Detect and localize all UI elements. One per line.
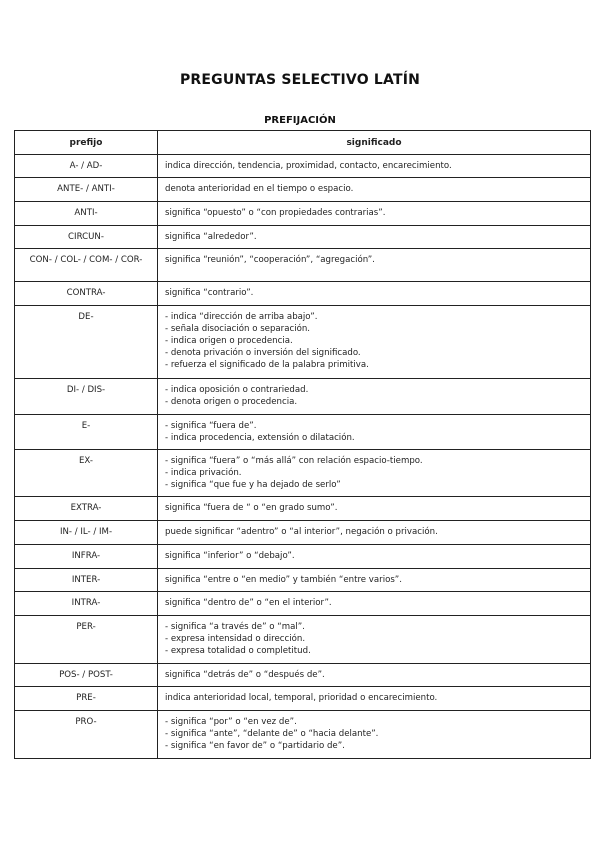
prefix-cell: E-	[15, 415, 158, 450]
prefix-cell: INFRA-	[15, 545, 158, 569]
meaning-line: - significa “en favor de” o “partidario de”.	[165, 741, 345, 751]
meaning-line: - denota privación o inversión del significado.	[165, 348, 361, 358]
meaning-line: significa “inferior” o “debajo”.	[165, 551, 295, 561]
prefix-cell: ANTI-	[15, 202, 158, 226]
page-title: PREGUNTAS SELECTIVO LATÍN	[179, 72, 421, 88]
header-prefix: prefijo	[15, 131, 158, 155]
meaning-line: - expresa intensidad o dirección.	[165, 634, 306, 644]
meaning-cell	[158, 178, 591, 202]
prefix-cell: IN- / IL- / IM-	[15, 521, 158, 545]
table-header-row	[15, 131, 591, 155]
meaning-cell	[158, 226, 591, 249]
meaning-line: - significa “fuera” o “más allá” con relación espacio-tiempo.	[165, 456, 423, 466]
prefix-cell: DE-	[15, 306, 158, 379]
prefix-cell: CON- / COL- / COM- / COR-	[15, 249, 158, 282]
prefix-cell: PRO-	[15, 711, 158, 759]
table-row	[15, 155, 591, 178]
meaning-line: - indica privación.	[165, 468, 242, 478]
table-row	[15, 202, 591, 226]
prefix-cell: CONTRA-	[15, 282, 158, 306]
prefix-table	[14, 130, 591, 759]
meaning-line: - expresa totalidad o completitud.	[165, 646, 311, 656]
meaning-cell	[158, 415, 591, 450]
meaning-line: - significa “fuera de”.	[165, 421, 257, 431]
header-meaning: significado	[158, 131, 591, 155]
table-row	[15, 664, 591, 687]
meaning-line: - significa “ante”, “delante de” o “hacia delante”.	[165, 729, 379, 739]
meaning-line: - refuerza el significado de la palabra primitiva.	[165, 360, 369, 370]
meaning-line: significa “entre o “en medio” y también “entre varios”.	[165, 575, 402, 585]
meaning-cell	[158, 664, 591, 687]
table-row	[15, 569, 591, 592]
meaning-cell	[158, 569, 591, 592]
table-row	[15, 450, 591, 497]
meaning-line: significa “dentro de” o “en el interior”.	[165, 598, 332, 608]
meaning-line: indica anterioridad local, temporal, prioridad o encarecimiento.	[165, 693, 438, 703]
prefix-cell: POS- / POST-	[15, 664, 158, 687]
table-row	[15, 282, 591, 306]
meaning-cell	[158, 202, 591, 226]
meaning-line: - significa “por” o “en vez de”.	[165, 717, 297, 727]
prefix-cell: PRE-	[15, 687, 158, 711]
prefix-cell: EXTRA-	[15, 497, 158, 521]
meaning-cell	[158, 592, 591, 616]
meaning-line: significa “contrario”.	[165, 288, 254, 298]
table-row	[15, 616, 591, 664]
prefix-cell: EX-	[15, 450, 158, 497]
table-row	[15, 711, 591, 759]
meaning-line: - denota origen o procedencia.	[165, 397, 298, 407]
meaning-cell	[158, 687, 591, 711]
table-row	[15, 178, 591, 202]
meaning-cell	[158, 306, 591, 379]
table-row	[15, 497, 591, 521]
prefix-cell: PER-	[15, 616, 158, 664]
section-title: PREFIJACIÓN	[264, 115, 336, 126]
table-row	[15, 545, 591, 569]
meaning-cell	[158, 545, 591, 569]
meaning-line: significa “reunión”, “cooperación”, “agregación”.	[165, 255, 375, 265]
table-row	[15, 592, 591, 616]
meaning-cell	[158, 521, 591, 545]
meaning-line: - indica oposición o contrariedad.	[165, 385, 309, 395]
meaning-line: - significa “que fue y ha dejado de serlo”	[165, 480, 341, 490]
meaning-cell	[158, 155, 591, 178]
prefix-cell: A- / AD-	[15, 155, 158, 178]
table-row	[15, 521, 591, 545]
meaning-cell	[158, 616, 591, 664]
meaning-cell	[158, 379, 591, 415]
meaning-line: significa “alrededor”.	[165, 232, 257, 242]
meaning-line: indica dirección, tendencia, proximidad, contacto, encarecimiento.	[165, 161, 452, 171]
prefix-cell: INTRA-	[15, 592, 158, 616]
meaning-line: puede significar “adentro” o “al interior”, negación o privación.	[165, 527, 438, 537]
meaning-cell	[158, 282, 591, 306]
table-row	[15, 226, 591, 249]
prefix-cell: CIRCUN-	[15, 226, 158, 249]
table-row	[15, 687, 591, 711]
meaning-line: significa “fuera de “ o “en grado sumo”.	[165, 503, 338, 513]
prefix-cell: INTER-	[15, 569, 158, 592]
meaning-line: - indica origen o procedencia.	[165, 336, 293, 346]
meaning-line: - significa “a través de” o “mal”.	[165, 622, 305, 632]
meaning-cell	[158, 711, 591, 759]
meaning-line: - indica “dirección de arriba abajo”.	[165, 312, 318, 322]
table-row	[15, 306, 591, 379]
meaning-cell	[158, 450, 591, 497]
meaning-line: - indica procedencia, extensión o dilatación.	[165, 433, 355, 443]
meaning-line: significa “detrás de” o “después de”.	[165, 670, 325, 680]
table-row	[15, 249, 591, 282]
table-row	[15, 415, 591, 450]
meaning-line: significa “opuesto” o “con propiedades contrarias”.	[165, 208, 386, 218]
prefix-cell: ANTE- / ANTI-	[15, 178, 158, 202]
meaning-cell	[158, 497, 591, 521]
table-row	[15, 379, 591, 415]
meaning-line: - señala disociación o separación.	[165, 324, 311, 334]
prefix-cell: DI- / DIS-	[15, 379, 158, 415]
table-body	[15, 155, 591, 759]
meaning-cell	[158, 249, 591, 282]
meaning-line: denota anterioridad en el tiempo o espacio.	[165, 184, 354, 194]
